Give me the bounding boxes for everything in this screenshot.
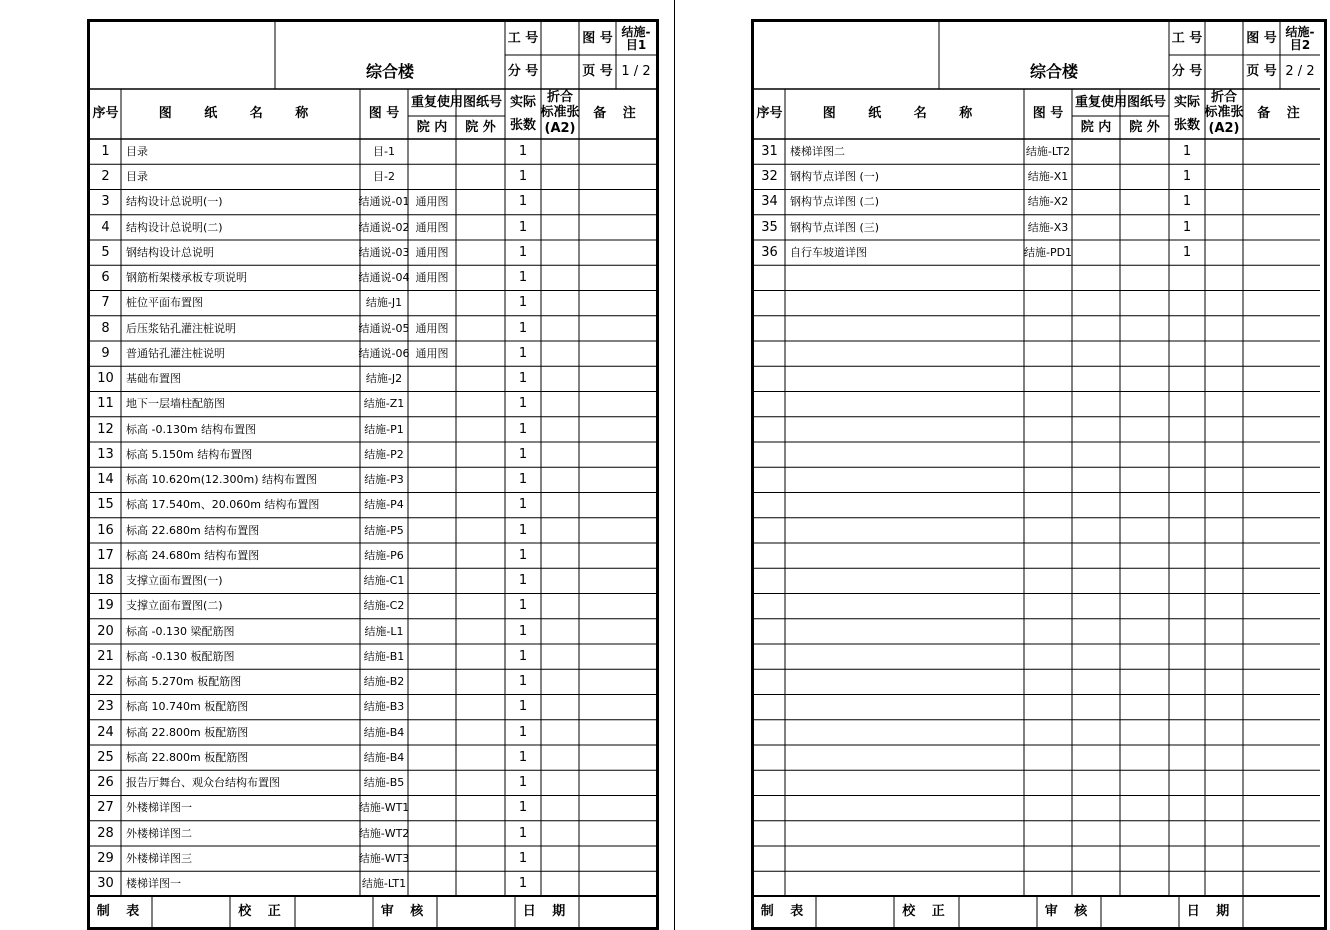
row-code: 结施-Z1 (363, 397, 405, 411)
row-seq: 26 (97, 775, 114, 791)
footer-checked-label: 校 正 (902, 903, 951, 919)
col-conv-3: (A2) (1208, 120, 1240, 136)
row-name: 目录 (126, 170, 148, 184)
row-name: 标高 -0.130 梁配筋图 (126, 624, 235, 638)
col-actual-1: 实际 (1173, 94, 1200, 110)
row-code: 结通说-01 (358, 195, 410, 209)
row-code: 结施-X1 (1027, 170, 1069, 184)
row-seq: 27 (97, 800, 114, 816)
row-qty: 1 (518, 320, 528, 336)
sub-no-label: 分 号 (1171, 64, 1203, 80)
row-code: 结施-L1 (364, 624, 404, 638)
row-name: 标高 10.740m 板配筋图 (126, 700, 249, 714)
row-qty: 1 (518, 876, 528, 892)
col-name: 图 纸 名 称 (822, 106, 987, 122)
row-code: 目-1 (373, 144, 395, 158)
row-qty: 1 (518, 371, 528, 387)
row-code: 结施-X3 (1027, 220, 1069, 234)
row-reuse-in: 通用图 (415, 346, 449, 360)
row-name: 普通钻孔灌注桩说明 (126, 346, 225, 360)
row-reuse-in: 通用图 (415, 245, 449, 259)
row-qty: 1 (1182, 169, 1192, 185)
col-conv-3: (A2) (544, 120, 576, 136)
row-seq: 28 (97, 825, 114, 841)
row-qty: 1 (518, 775, 528, 791)
row-qty: 1 (518, 648, 528, 664)
row-qty: 1 (1182, 219, 1192, 235)
row-name: 基础布置图 (126, 372, 181, 386)
row-name: 外楼梯详图一 (126, 801, 192, 815)
row-seq: 30 (97, 876, 114, 892)
row-qty: 1 (518, 749, 528, 765)
row-qty: 1 (518, 674, 528, 690)
row-reuse-in (408, 366, 456, 391)
row-reuse-in (408, 543, 456, 568)
row-seq: 21 (97, 648, 114, 664)
drawing-no-label: 图 号 (582, 30, 613, 46)
col-conv-1: 折合 (546, 89, 573, 105)
row-seq: 23 (97, 699, 114, 715)
row-code: 目-2 (373, 170, 395, 184)
row-reuse-in (408, 770, 456, 795)
col-reuse-out: 院 外 (1129, 119, 1160, 135)
row-reuse-in (408, 594, 456, 619)
row-reuse-in (408, 518, 456, 543)
row-reuse-in (408, 568, 456, 593)
row-name: 结构设计总说明(一) (126, 195, 223, 209)
row-code: 结施-C1 (363, 574, 405, 588)
row-seq: 16 (97, 522, 114, 538)
drawing-index-sheet-1 (87, 19, 659, 930)
row-qty: 1 (518, 219, 528, 235)
row-seq: 4 (101, 219, 110, 235)
sub-no-label: 分 号 (507, 64, 539, 80)
row-qty: 1 (518, 598, 528, 614)
page-no-label: 页 号 (582, 64, 613, 80)
row-qty: 1 (518, 194, 528, 210)
row-reuse-in: 通用图 (415, 195, 449, 209)
col-reuse-out: 院 外 (465, 119, 496, 135)
row-seq: 31 (761, 143, 778, 159)
row-code: 结施-X2 (1027, 195, 1069, 209)
row-seq: 3 (101, 194, 110, 210)
row-name: 楼梯详图二 (790, 144, 845, 158)
row-qty: 1 (518, 295, 528, 311)
row-reuse-in (408, 467, 456, 492)
row-name: 标高 -0.130m 结构布置图 (126, 422, 257, 436)
col-actual-2: 张数 (509, 117, 536, 133)
row-code: 结施-P3 (364, 473, 404, 487)
row-reuse-in (1072, 164, 1120, 189)
row-qty: 1 (518, 724, 528, 740)
row-reuse-in: 通用图 (415, 271, 449, 285)
row-qty: 1 (518, 800, 528, 816)
row-reuse-in (408, 796, 456, 821)
row-qty: 1 (518, 446, 528, 462)
row-seq: 34 (761, 194, 778, 210)
col-reuse: 重复使用图纸号 (1074, 94, 1166, 110)
col-reuse-in: 院 内 (1080, 119, 1112, 135)
row-name: 外楼梯详图三 (126, 851, 192, 865)
page-divider (674, 0, 675, 930)
row-code: 结施-LT1 (361, 877, 407, 891)
row-qty: 1 (518, 522, 528, 538)
row-name: 地下一层墙柱配筋图 (126, 397, 225, 411)
row-code: 结施-PD1 (1023, 245, 1073, 259)
row-reuse-in (1072, 240, 1120, 265)
row-reuse-in (1072, 139, 1120, 164)
row-seq: 11 (97, 396, 114, 412)
row-qty: 1 (518, 623, 528, 639)
row-name: 钢筋桁架楼承板专项说明 (126, 271, 247, 285)
row-qty: 1 (1182, 143, 1192, 159)
drawing-no-value: 结施-目2 (1285, 24, 1315, 52)
col-conv-1: 折合 (1210, 89, 1237, 105)
row-qty: 1 (518, 270, 528, 286)
job-no-label: 工 号 (507, 30, 539, 46)
row-name: 楼梯详图一 (126, 877, 181, 891)
row-qty: 1 (518, 825, 528, 841)
col-remark: 备 注 (593, 106, 642, 122)
row-qty: 1 (518, 244, 528, 260)
row-reuse-in (1072, 190, 1120, 215)
row-qty: 1 (518, 396, 528, 412)
row-code: 结通说-02 (358, 220, 410, 234)
row-reuse-in (408, 291, 456, 316)
footer-reviewed-label: 审 核 (380, 903, 430, 919)
row-name: 标高 10.620m(12.300m) 结构布置图 (126, 473, 317, 487)
job-no-label: 工 号 (1171, 30, 1203, 46)
row-code: 结施-WT2 (358, 826, 410, 840)
col-code: 图 号 (368, 106, 400, 122)
row-code: 结施-B3 (363, 700, 405, 714)
row-seq: 14 (97, 472, 114, 488)
row-reuse-in (1072, 215, 1120, 240)
row-seq: 22 (97, 674, 114, 690)
row-name: 目录 (126, 144, 148, 158)
row-seq: 13 (97, 446, 114, 462)
row-code: 结施-B2 (363, 675, 405, 689)
row-reuse-in: 通用图 (415, 220, 449, 234)
row-name: 钢构节点详图 (一) (790, 170, 880, 184)
row-seq: 12 (97, 421, 114, 437)
footer-reviewed-label: 审 核 (1044, 903, 1094, 919)
col-seq: 序号 (756, 106, 783, 122)
row-seq: 24 (97, 724, 114, 740)
row-code: 结通说-04 (358, 271, 410, 285)
col-conv-2: 标准张 (540, 104, 580, 120)
col-reuse-in: 院 内 (416, 119, 448, 135)
project-name: 综合楼 (365, 61, 414, 81)
row-code: 结施-B5 (363, 776, 405, 790)
row-reuse-in (408, 720, 456, 745)
row-name: 钢构节点详图 (二) (790, 195, 880, 209)
row-name: 外楼梯详图二 (126, 826, 192, 840)
row-reuse-in (408, 745, 456, 770)
row-seq: 29 (97, 850, 114, 866)
row-seq: 32 (761, 169, 778, 185)
row-seq: 15 (97, 497, 114, 513)
row-code: 结通说-03 (358, 245, 410, 259)
row-name: 钢构节点详图 (三) (790, 220, 880, 234)
footer-date-label: 日 期 (1186, 903, 1236, 919)
row-reuse-in (408, 164, 456, 189)
page-no-value: 2 / 2 (1285, 64, 1315, 80)
row-name: 桩位平面布置图 (126, 296, 203, 310)
col-seq: 序号 (92, 106, 119, 122)
row-code: 结施-J2 (365, 372, 403, 386)
row-qty: 1 (518, 472, 528, 488)
drawing-no-label: 图 号 (1246, 30, 1277, 46)
row-code: 结施-B4 (363, 725, 405, 739)
row-reuse-in (408, 644, 456, 669)
footer-made-label: 制 表 (760, 903, 810, 919)
col-actual-1: 实际 (509, 94, 536, 110)
col-name: 图 纸 名 称 (158, 106, 323, 122)
row-qty: 1 (518, 573, 528, 589)
row-code: 结施-C2 (363, 599, 405, 613)
row-seq: 35 (761, 219, 778, 235)
row-reuse-in (408, 669, 456, 694)
row-name: 标高 22.800m 板配筋图 (126, 750, 249, 764)
row-code: 结施-B4 (363, 750, 405, 764)
row-reuse-in (408, 442, 456, 467)
row-seq: 20 (97, 623, 114, 639)
row-code: 结施-LT2 (1025, 144, 1071, 158)
row-name: 钢结构设计总说明 (126, 245, 214, 259)
footer-checked-label: 校 正 (238, 903, 287, 919)
row-seq: 2 (101, 169, 110, 185)
row-reuse-in (408, 871, 456, 896)
col-reuse: 重复使用图纸号 (410, 94, 502, 110)
row-qty: 1 (1182, 244, 1192, 260)
project-name: 综合楼 (1029, 61, 1078, 81)
col-conv-2: 标准张 (1204, 104, 1244, 120)
row-seq: 8 (101, 320, 110, 336)
page-no-label: 页 号 (1246, 64, 1277, 80)
row-name: 支撑立面布置图(一) (126, 574, 223, 588)
drawing-no-value: 结施-目1 (621, 24, 651, 52)
row-code: 结施-P6 (364, 548, 404, 562)
row-qty: 1 (518, 497, 528, 513)
row-code: 结施-P1 (364, 422, 404, 436)
row-code: 结施-P4 (364, 498, 404, 512)
row-reuse-in (408, 417, 456, 442)
row-seq: 5 (101, 244, 110, 260)
row-reuse-in (408, 821, 456, 846)
row-code: 结施-P2 (364, 447, 404, 461)
row-name: 标高 5.270m 板配筋图 (126, 675, 242, 689)
row-code: 结施-WT3 (358, 851, 410, 865)
row-code: 结通说-06 (358, 346, 410, 360)
row-name: 自行车坡道详图 (790, 245, 867, 259)
row-name: 标高 22.800m 板配筋图 (126, 725, 249, 739)
row-qty: 1 (518, 547, 528, 563)
row-name: 标高 24.680m 结构布置图 (126, 548, 260, 562)
row-name: 支撑立面布置图(二) (126, 599, 223, 613)
row-reuse-in (408, 493, 456, 518)
row-reuse-in (408, 139, 456, 164)
row-seq: 1 (101, 143, 110, 159)
row-seq: 6 (101, 270, 110, 286)
footer-made-label: 制 表 (96, 903, 146, 919)
col-actual-2: 张数 (1173, 117, 1200, 133)
row-seq: 9 (101, 345, 110, 361)
drawing-index-sheet-2 (751, 19, 1327, 930)
page-no-value: 1 / 2 (621, 64, 651, 80)
row-seq: 18 (97, 573, 114, 589)
col-code: 图 号 (1032, 106, 1064, 122)
col-remark: 备 注 (1257, 106, 1306, 122)
row-reuse-in (408, 392, 456, 417)
row-seq: 25 (97, 749, 114, 765)
row-code: 结施-P5 (364, 523, 404, 537)
row-qty: 1 (518, 143, 528, 159)
row-qty: 1 (518, 850, 528, 866)
row-name: 后压浆钻孔灌注桩说明 (126, 321, 236, 335)
footer-date-label: 日 期 (522, 903, 572, 919)
row-code: 结通说-05 (358, 321, 410, 335)
row-name: 标高 22.680m 结构布置图 (126, 523, 260, 537)
row-seq: 7 (101, 295, 110, 311)
row-name: 标高 5.150m 结构布置图 (126, 447, 253, 461)
row-qty: 1 (1182, 194, 1192, 210)
row-code: 结施-WT1 (358, 801, 410, 815)
row-name: 结构设计总说明(二) (126, 220, 223, 234)
row-seq: 19 (97, 598, 114, 614)
row-name: 报告厅舞台、观众台结构布置图 (126, 776, 280, 790)
row-name: 标高 17.540m、20.060m 结构布置图 (126, 498, 320, 512)
row-code: 结施-B1 (363, 649, 405, 663)
row-name: 标高 -0.130 板配筋图 (126, 649, 235, 663)
row-reuse-in (408, 695, 456, 720)
row-seq: 36 (761, 244, 778, 260)
row-qty: 1 (518, 421, 528, 437)
row-qty: 1 (518, 169, 528, 185)
row-code: 结施-J1 (365, 296, 403, 310)
row-reuse-in (408, 846, 456, 871)
row-reuse-in: 通用图 (415, 321, 449, 335)
row-seq: 10 (97, 371, 114, 387)
row-reuse-in (408, 619, 456, 644)
row-qty: 1 (518, 699, 528, 715)
row-qty: 1 (518, 345, 528, 361)
row-seq: 17 (97, 547, 114, 563)
